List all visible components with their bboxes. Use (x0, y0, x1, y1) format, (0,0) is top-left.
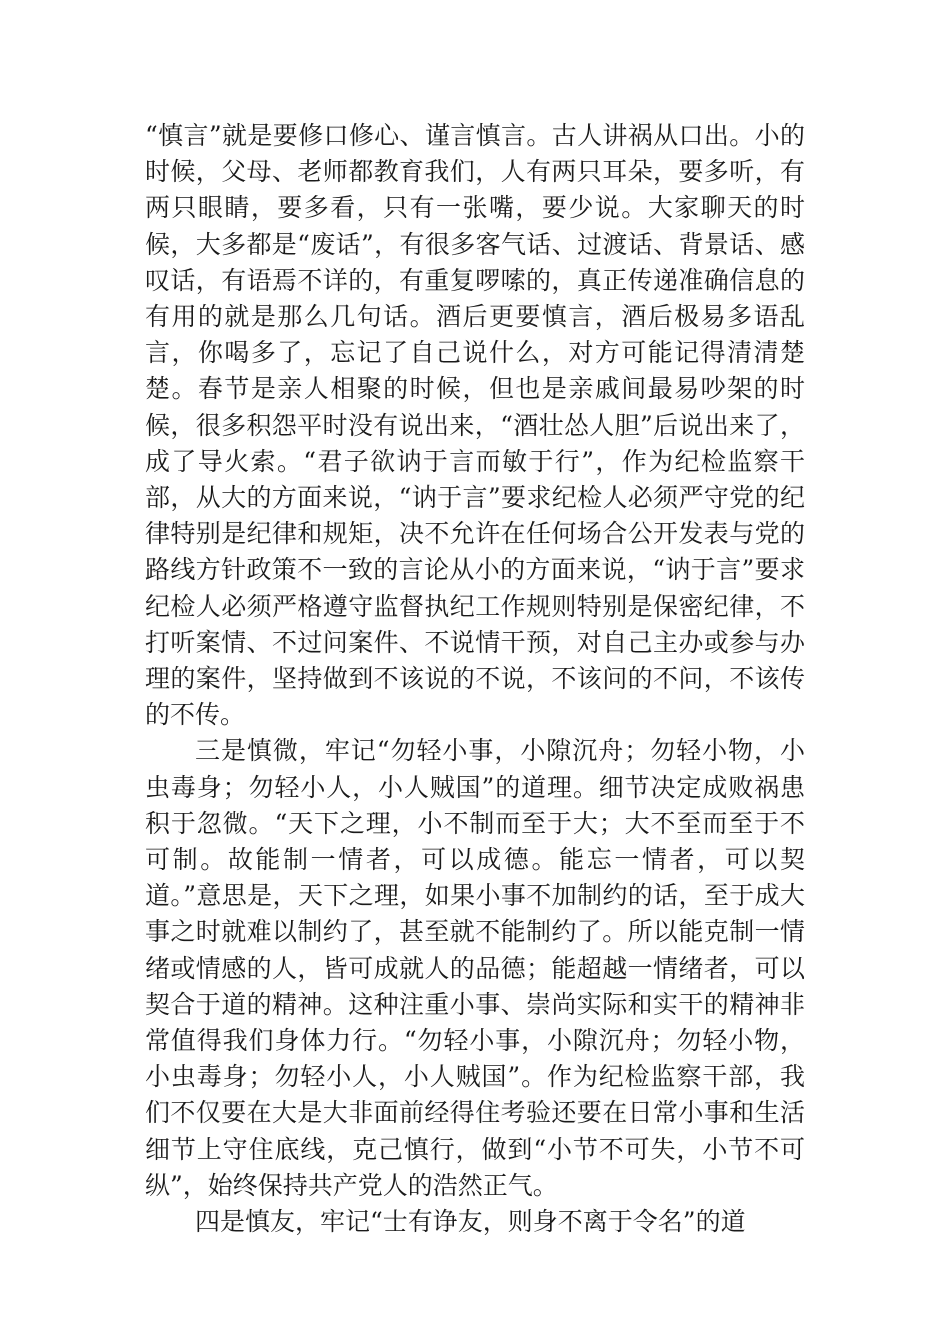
document-body (145, 118, 805, 1240)
paragraph-shen-yan: “慎言”就是要修口修心、谨言慎言。古人讲祸从口出。小的时候，父母、老师都教育我们，人有两只耳朵，要多听，有两只眼睛，要多看，只有一张嘴，要少说。大家聊天的时候，大多都是“废话”，有很多客气话、过渡话、背景话、感叹话，有语焉不详的，有重复啰嗦的，真正传递准确信息的有用的就是那么几句话。酒后更要慎言，酒后极易多语乱言，你喝多了，忘记了自己说什么，对方可能记得清清楚楚。春节是亲人相聚的时候，但也是亲戚间最易吵架的时候，很多积怨平时没有说出来，“酒壮怂人胆”后说出来了，成了导火索。“君子欲讷于言而敏于行”，作为纪检监察干部，从大的方面来说，“讷于言”要求纪检人必须严守党的纪律特别是纪律和规矩，决不允许在任何场合公开发表与党的路线方针政策不一致的言论从小的方面来说，“讷于言”要求纪检人必须严格遵守监督执纪工作规则特别是保密纪律，不打听案情、不过问案件、不说情干预，对自己主办或参与办理的案件，坚持做到不该说的不说，不该问的不问，不该传的不传。 (145, 121, 805, 730)
paragraph-shen-wei: 三是慎微，牢记“勿轻小事，小隙沉舟；勿轻小物，小虫毒身；勿轻小人，小人贼国”的道理。细节决定成败祸患积于忽微。“天下之理，小不制而至于大；大不至而至于不可制。故能制一情者，可以成德。能忘一情者，可以契道。”意思是，天下之理，如果小事不加制约的话，至于成大事之时就难以制约了，甚至就不能制约了。所以能克制一情绪或情感的人，皆可成就人的品德；能超越一情绪者，可以契合于道的精神。这种注重小事、崇尚实际和实干的精神非常值得我们身体力行。“勿轻小事，小隙沉舟；勿轻小物，小虫毒身；勿轻小人，小人贼国”。作为纪检监察干部，我们不仅要在大是大非面前经得住考验还要在日常小事和生活细节上守住底线，克己慎行，做到“小节不可失，小节不可纵”，始终保持共产党人的浩然正气。 (145, 736, 805, 1200)
paragraph-shen-you: 四是慎友，牢记“士有诤友，则身不离于令名”的道 (195, 1207, 746, 1237)
